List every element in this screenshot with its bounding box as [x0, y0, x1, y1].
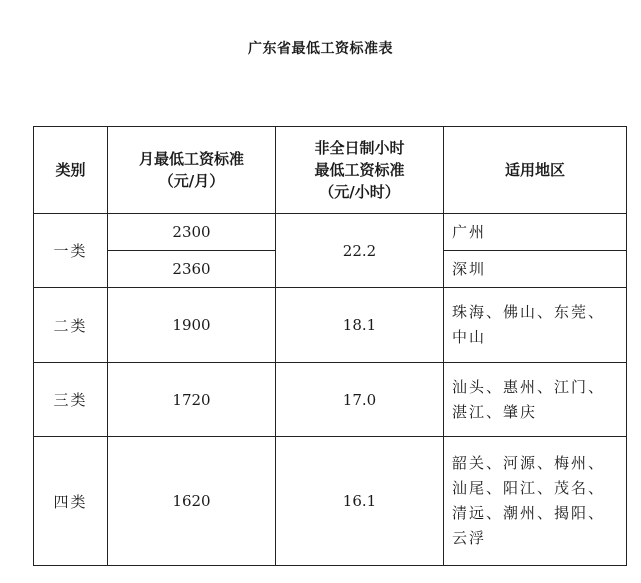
monthly-wage-cell: 1620 [108, 437, 276, 566]
region-cell: 广州 [444, 214, 627, 251]
category-cell: 四类 [34, 437, 108, 566]
monthly-wage-cell: 1900 [108, 288, 276, 363]
hourly-wage-cell: 16.1 [276, 437, 444, 566]
hourly-wage-cell: 18.1 [276, 288, 444, 363]
region-line: 中山 [452, 328, 487, 346]
region-line: 云浮 [452, 529, 487, 547]
category-cell: 三类 [34, 363, 108, 437]
header-region: 适用地区 [444, 127, 627, 214]
region-line: 汕头、惠州、江门、 [452, 377, 606, 396]
header-hourly-line2: 最低工资标准 [314, 161, 405, 179]
table-header-row [34, 127, 627, 214]
region-cell [444, 363, 627, 437]
header-monthly-wage [108, 127, 276, 214]
region-line: 清远、潮州、揭阳、 [452, 504, 606, 522]
page-title: 广东省最低工资标准表 [248, 41, 393, 57]
region-line: 汕尾、阳江、茂名、 [452, 479, 606, 497]
header-hourly-line3: （元/小时） [319, 183, 400, 201]
table-row [34, 288, 627, 363]
region-cell: 深圳 [444, 251, 627, 288]
category-cell: 二类 [34, 288, 108, 363]
header-hourly-line1: 非全日制小时 [314, 139, 405, 157]
monthly-wage-cell: 1720 [108, 363, 276, 437]
header-category: 类别 [34, 127, 108, 214]
minimum-wage-table [33, 126, 627, 566]
region-line: 韶关、河源、梅州、 [452, 454, 606, 472]
hourly-wage-cell: 22.2 [276, 214, 444, 288]
header-hourly-wage [276, 127, 444, 214]
category-cell: 一类 [34, 214, 108, 288]
table-row [34, 363, 627, 437]
hourly-wage-cell: 17.0 [276, 363, 444, 437]
region-cell [444, 437, 627, 566]
region-line: 湛江、肇庆 [452, 402, 538, 421]
monthly-wage-cell: 2360 [108, 251, 276, 288]
region-line: 珠海、佛山、东莞、 [452, 303, 606, 321]
region-cell [444, 288, 627, 363]
header-monthly-line2: （元/月） [158, 172, 225, 190]
monthly-wage-cell: 2300 [108, 214, 276, 251]
header-monthly-line1: 月最低工资标准 [138, 150, 244, 168]
table-row [34, 437, 627, 566]
table-row [34, 214, 627, 251]
